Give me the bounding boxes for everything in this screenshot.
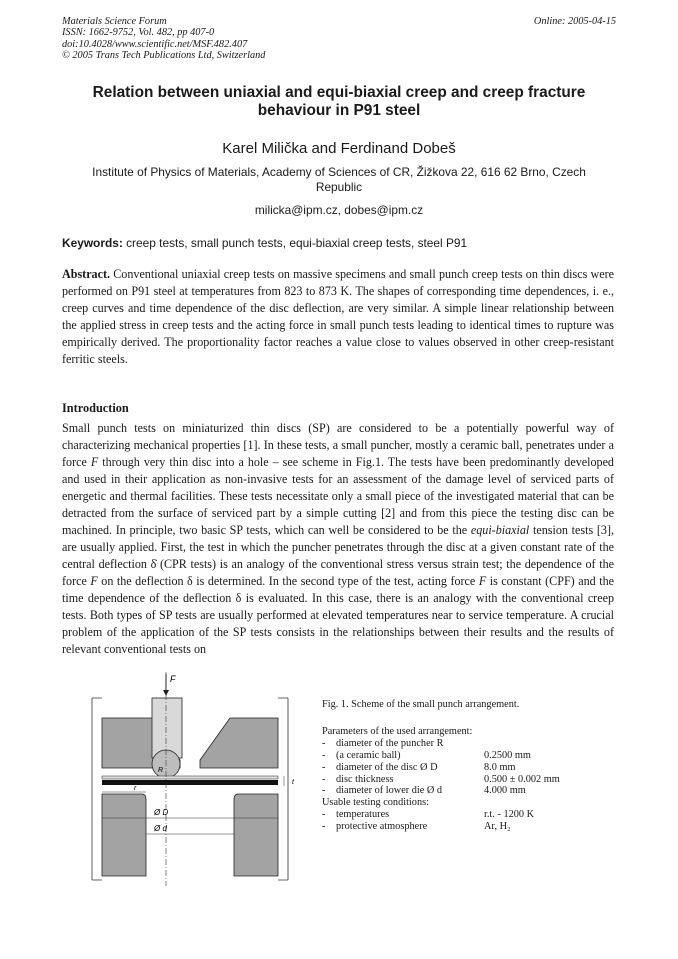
- journal-name: Materials Science Forum: [62, 16, 167, 27]
- dash: -: [322, 785, 326, 797]
- condition-value: Ar, H₂: [484, 821, 511, 833]
- term-equi-biaxial: equi-biaxial: [470, 523, 530, 537]
- param-value: 0.500 ± 0.002 mm: [484, 773, 560, 785]
- online-date: Online: 2005-04-15: [533, 16, 616, 27]
- intro-part: through very thin disc into a hole – see scheme in Fig.1. The tests have been predominantly developed and used in their application as non-invasive tests for an assessment of the damage level of serviced parts of energetic and thermal facilities. These tests necessitate only a small piece of the investigated material that can be detracted from the surface of serviced part by a simple cutting [2] and from this piece the testing disc can be machined. In principle, two basic SP tests, which can well be considered to be the: [62, 455, 614, 537]
- symbol-f: F: [90, 574, 98, 588]
- label-thickness: t: [292, 779, 294, 786]
- param-label: diameter of lower die Ø d: [336, 785, 443, 797]
- issn: ISSN: 1662-9752, Vol. 482, pp 407-0: [62, 27, 215, 39]
- param-value: 4.000 mm: [484, 785, 526, 797]
- conditions-title: Usable testing conditions:: [322, 797, 429, 809]
- emails: milicka@ipm.cz, dobes@ipm.cz: [254, 203, 424, 217]
- condition-label: protective atmosphere: [336, 821, 428, 833]
- condition-label: temperatures: [336, 809, 390, 821]
- param-label: diameter of the puncher R: [336, 737, 444, 749]
- param-row: [322, 774, 622, 786]
- label-radius: R: [158, 767, 164, 774]
- params-title: Parameters of the used arrangement:: [322, 726, 473, 737]
- page-header: [62, 16, 616, 61]
- introduction-text: [62, 420, 614, 658]
- label-force: F: [170, 674, 176, 684]
- symbol-f: F: [90, 455, 99, 469]
- doi: doi:10.4028/www.scientific.net/MSF.482.407: [62, 38, 248, 50]
- authors: Karel Milička and Ferdinand Dobeš: [222, 140, 456, 157]
- abstract: [62, 266, 614, 367]
- small-punch-scheme: [62, 668, 318, 890]
- dash: -: [322, 749, 326, 761]
- figure-parameters: [322, 726, 622, 833]
- param-value: 8.0 mm: [484, 761, 516, 773]
- param-label: disc thickness: [336, 773, 394, 785]
- param-row: [322, 750, 622, 762]
- keywords: [62, 236, 622, 250]
- dash: -: [322, 773, 326, 785]
- param-row: [322, 762, 622, 774]
- condition-row: [322, 821, 622, 833]
- param-row: [322, 785, 622, 797]
- param-label: diameter of the disc Ø D: [336, 761, 438, 773]
- condition-row: [322, 809, 622, 821]
- label-disc-diameter: Ø D: [154, 808, 169, 817]
- condition-value: r.t. - 1200 K: [484, 809, 535, 821]
- abstract-text: Conventional uniaxial creep tests on massive specimens and small punch creep tests on thin discs were performed on P91 steel at temperatures from 823 to 873 K. The shapes of corresponding time dependences, i. e., creep curves and time dependence of the disc deflection, are very similar. A simple linear relationship between the applied stress in creep tests and the acting force in small punch tests leading to identical times to rupture was empirically derived. The proportionality factor reaches a value close to values observed in other creep-resistant ferritic steels.: [62, 267, 614, 366]
- intro-part: on the deflection δ is determined. In the second type of the test, acting force: [97, 574, 479, 588]
- dash: -: [322, 821, 326, 833]
- dash: -: [322, 761, 326, 773]
- dash: -: [322, 809, 326, 821]
- label-die-diameter: Ø d: [154, 824, 167, 833]
- intro-part: Small punch tests on miniaturized thin discs (SP) are considered to be a potentially powerful way of characterizing mechanical properties [1]. In these tests, a small puncher, mostly a ceramic ball, penetrates under a force: [62, 421, 614, 469]
- affiliation: Institute of Physics of Materials, Academy of Sciences of CR, Žižkova 22, 616 62 Brno, Czech Republic: [92, 165, 586, 194]
- keywords-text: creep tests, small punch tests, equi-biaxial creep tests, steel P91: [126, 236, 468, 250]
- intro-part: is constant (CPF) and the time dependence of the deflection δ is evaluated. In this case, there is an analogy with the conventional creep tests. Both types of SP tests are usually performed at elevated temperatures near to service temperature. A crucial problem of the application of the SP tests consists in the relationships between their results and the results of relevant conventional tests on: [62, 574, 614, 656]
- label-gap: r: [134, 785, 137, 792]
- param-value: 0.2500 mm: [484, 749, 531, 761]
- dash: -: [322, 737, 326, 749]
- section-heading-introduction: Introduction: [62, 401, 129, 415]
- paper-title: Relation between uniaxial and equi-biaxial creep and creep fracture behaviour in P91 steel: [92, 84, 586, 119]
- intro-part: tension tests [3], are usually applied. First, the test in which the puncher penetrates through the disc at a given constant rate of the central deflection δ̇ (CPR tests) is an analogy of the conventional stress versus strain test; the dependence of the force: [62, 523, 614, 588]
- abstract-label: Abstract.: [62, 267, 111, 281]
- copyright: © 2005 Trans Tech Publications Ltd, Switzerland: [62, 49, 266, 61]
- figure-caption: Fig. 1. Scheme of the small punch arrangement.: [322, 699, 520, 710]
- param-row: [322, 738, 622, 750]
- symbol-f: F: [478, 574, 487, 588]
- keywords-label: Keywords:: [62, 236, 123, 250]
- param-label: (a ceramic ball): [336, 749, 401, 761]
